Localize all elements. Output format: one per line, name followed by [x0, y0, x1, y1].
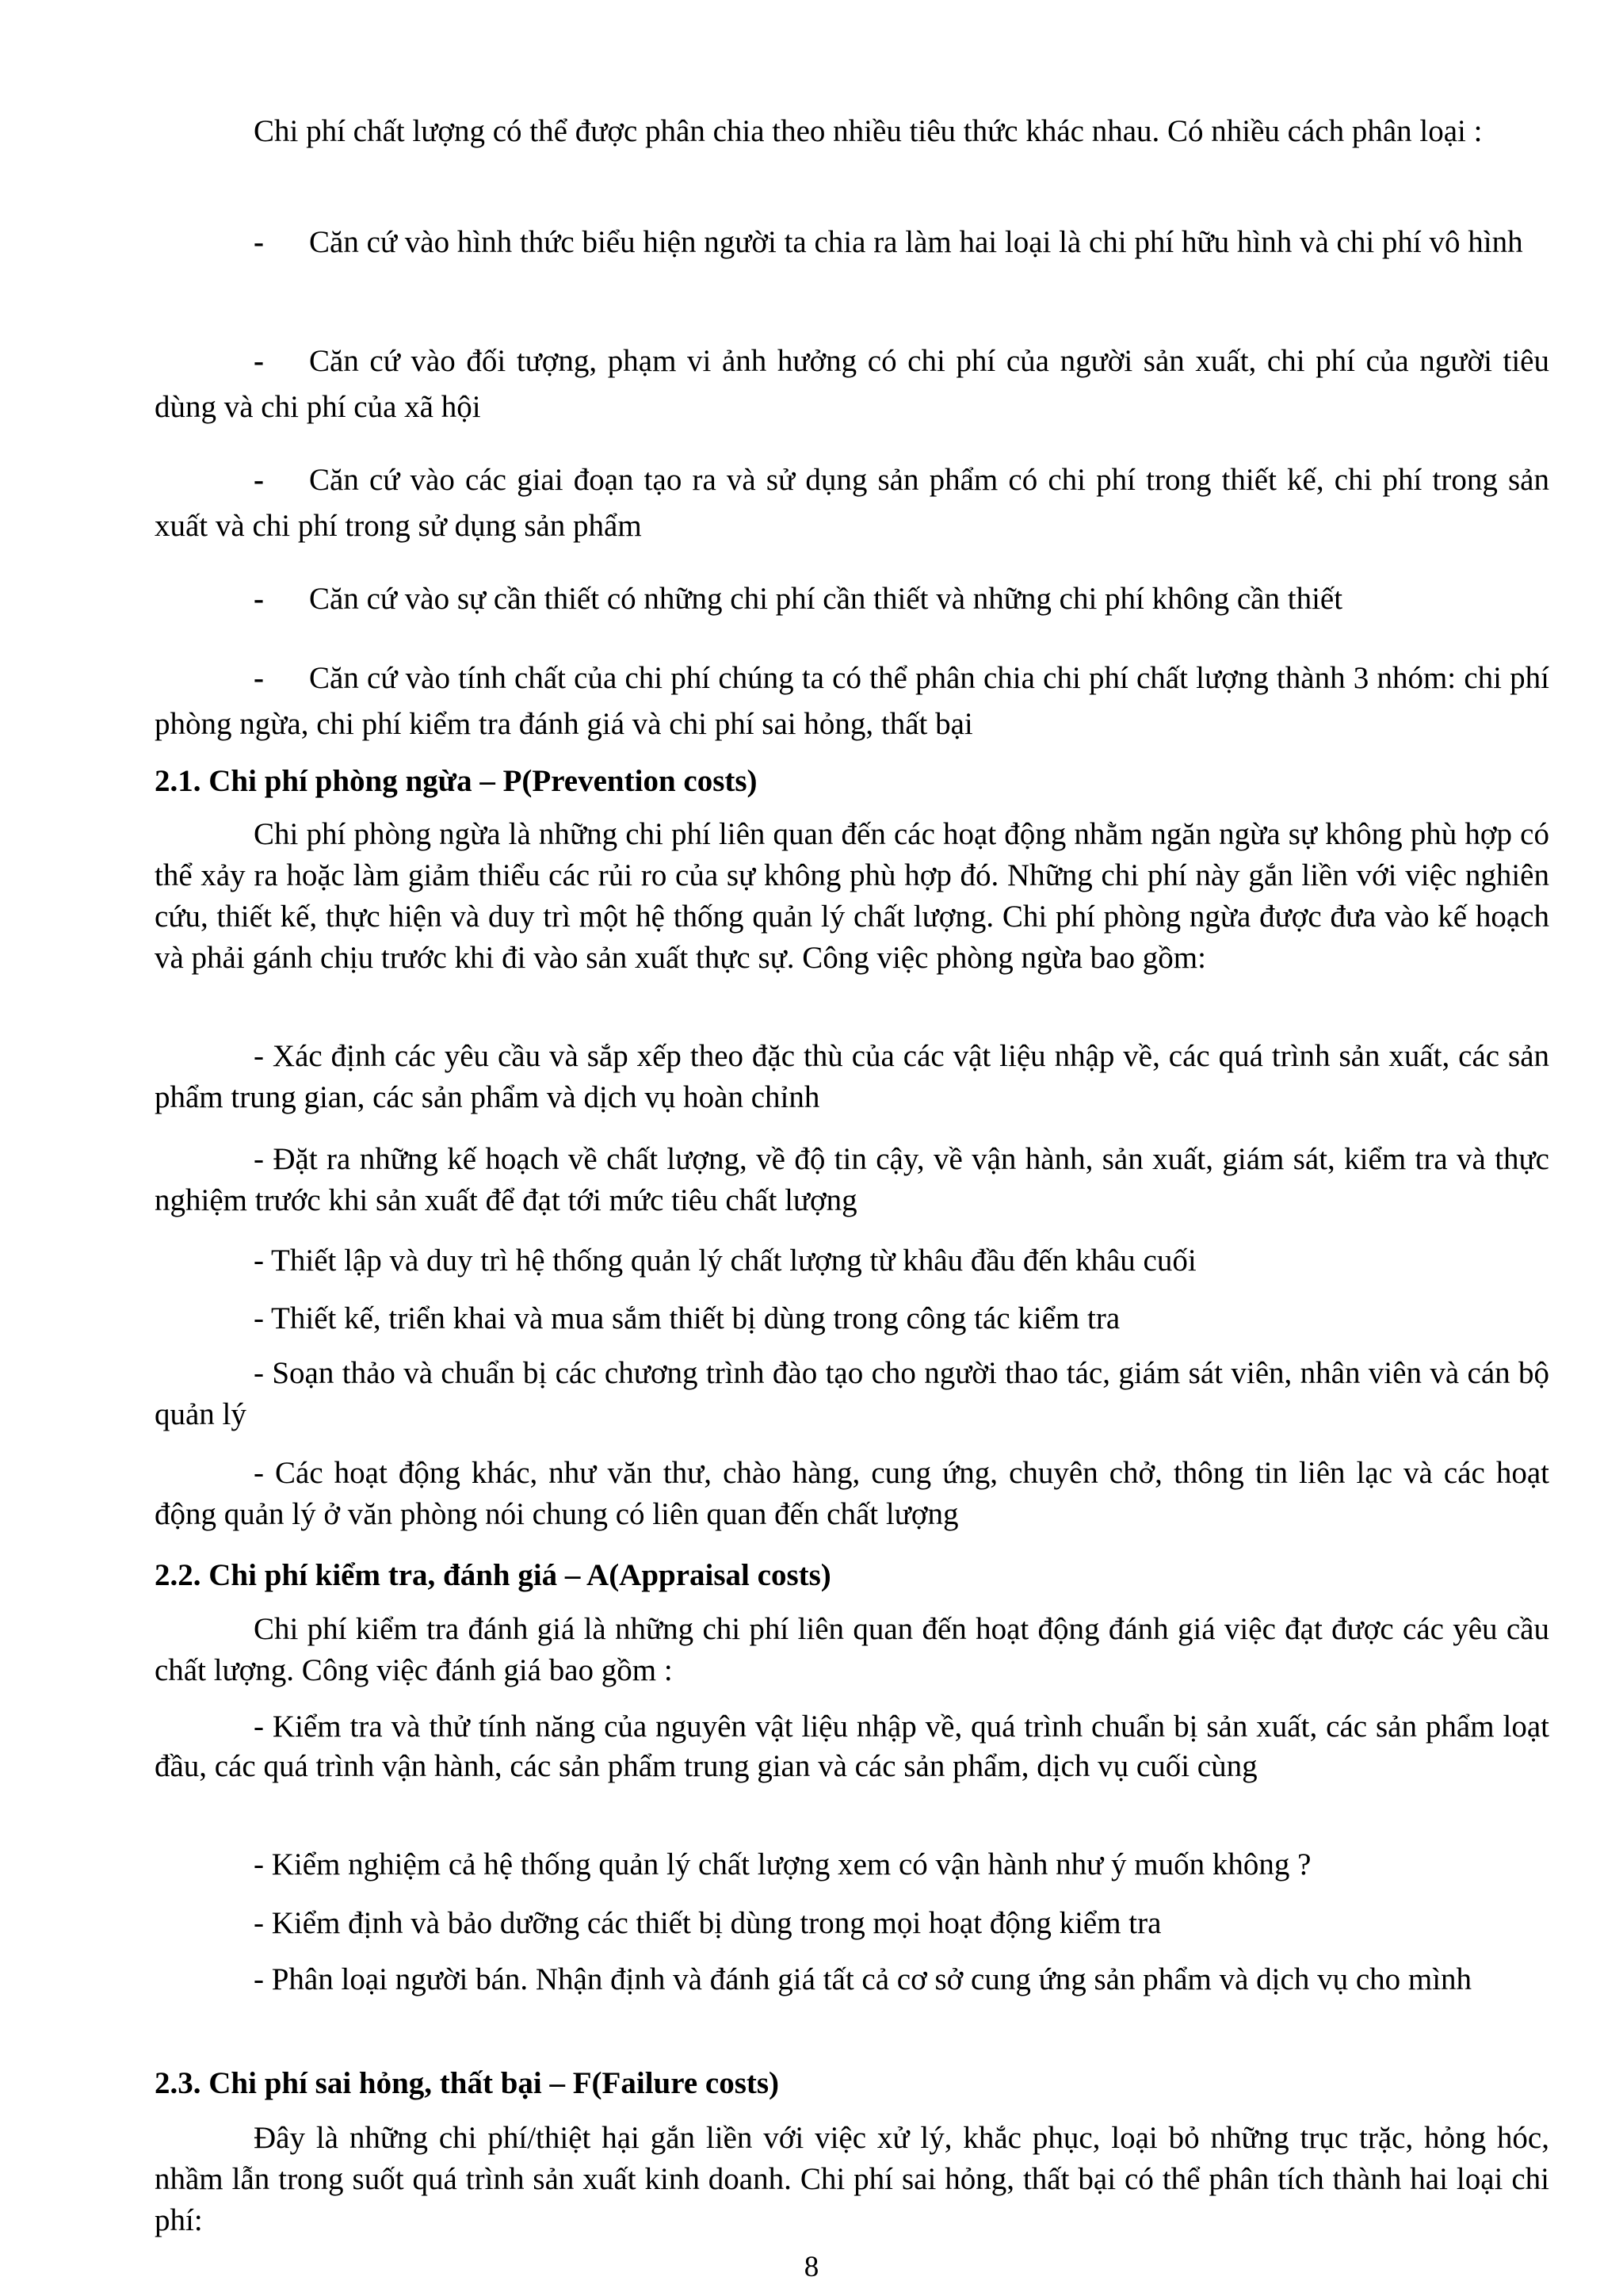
- section-heading-failure: 2.3. Chi phí sai hỏng, thất bại – F(Failure costs): [155, 2066, 780, 2100]
- prevention-item-4: - Thiết kế, triển khai và mua sắm thiết bị dùng trong công tác kiểm tra: [254, 1301, 1121, 1335]
- dash-marker: -: [254, 463, 264, 497]
- section-heading-prevention: 2.1. Chi phí phòng ngừa – P(Prevention costs): [155, 764, 758, 798]
- appraisal-item-4: - Phân loại người bán. Nhận định và đánh giá tất cả cơ sở cung ứng sản phẩm và dịch vụ cho mình: [254, 1962, 1472, 1996]
- dash-marker: -: [254, 661, 264, 695]
- failure-paragraph: Đây là những chi phí/thiệt hại gắn liền với việc xử lý, khắc phục, loại bỏ những trục trặc, hỏng hóc, nhầm lẫn trong suốt quá trình sản xuất kinh doanh. Chi phí sai hỏng, thất bại có thể phân tích thành hai loại chi phí:: [155, 2121, 1549, 2237]
- appraisal-item-1: - Kiểm tra và thử tính năng của nguyên vật liệu nhập về, quá trình chuẩn bị sản xuất, các sản phẩm loạt đầu, các quá trình vận hành, các sản phẩm trung gian và các sản phẩm, dịch vụ cuối cùng: [155, 1710, 1549, 1783]
- prevention-item-1: - Xác định các yêu cầu và sắp xếp theo đặc thù của các vật liệu nhập về, các quá trình sản xuất, các sản phẩm trung gian, các sản phẩm và dịch vụ hoàn chỉnh: [155, 1039, 1549, 1114]
- intro-paragraph: Chi phí chất lượng có thể được phân chia theo nhiều tiêu thức khác nhau. Có nhiều cách phân loại :: [254, 114, 1483, 148]
- appraisal-item-2: - Kiểm nghiệm cả hệ thống quản lý chất lượng xem có vận hành như ý muốn không ?: [254, 1847, 1312, 1881]
- dash-marker: -: [254, 582, 264, 616]
- section-heading-appraisal: 2.2. Chi phí kiểm tra, đánh giá – A(Appraisal costs): [155, 1558, 831, 1592]
- classify-item-1: - Căn cứ vào hình thức biểu hiện người ta chia ra làm hai loại là chi phí hữu hình và chi phí vô hình: [155, 220, 1549, 266]
- classify-item-2: - Căn cứ vào đối tượng, phạm vi ảnh hưởng có chi phí của người sản xuất, chi phí của người tiêu dùng và chi phí của xã hội: [155, 338, 1549, 430]
- appraisal-item-3: - Kiểm định và bảo dưỡng các thiết bị dùng trong mọi hoạt động kiểm tra: [254, 1906, 1162, 1940]
- dash-marker: -: [254, 344, 264, 378]
- classify-item-4: - Căn cứ vào sự cần thiết có những chi phí cần thiết và những chi phí không cần thiết: [155, 576, 1549, 622]
- classify-item-5: - Căn cứ vào tính chất của chi phí chúng ta có thể phân chia chi phí chất lượng thành 3 nhóm: chi phí phòng ngừa, chi phí kiểm tra đánh giá và chi phí sai hỏng, thất bại: [155, 655, 1549, 747]
- prevention-item-3: - Thiết lập và duy trì hệ thống quản lý chất lượng từ khâu đầu đến khâu cuối: [254, 1244, 1197, 1278]
- prevention-paragraph: Chi phí phòng ngừa là những chi phí liên quan đến các hoạt động nhằm ngăn ngừa sự không phù hợp có thể xảy ra hoặc làm giảm thiểu các rủi ro của sự không phù hợp đó. Những chi phí này gắn liền với việc nghiên cứu, thiết kế, thực hiện và duy trì một hệ thống quản lý chất lượng. Chi phí phòng ngừa được đưa vào kế hoạch và phải gánh chịu trước khi đi vào sản xuất thực sự. Công việc phòng ngừa bao gồm:: [155, 817, 1549, 975]
- prevention-item-2: - Đặt ra những kế hoạch về chất lượng, về độ tin cậy, về vận hành, sản xuất, giám sát, kiểm tra và thực nghiệm trước khi sản xuất để đạt tới mức tiêu chất lượng: [155, 1142, 1549, 1217]
- appraisal-paragraph: Chi phí kiểm tra đánh giá là những chi phí liên quan đến hoạt động đánh giá việc đạt được các yêu cầu chất lượng. Công việc đánh giá bao gồm :: [155, 1612, 1549, 1687]
- dash-marker: -: [254, 225, 264, 259]
- prevention-item-5: - Soạn thảo và chuẩn bị các chương trình đào tạo cho người thao tác, giám sát viên, nhân viên và cán bộ quản lý: [155, 1356, 1549, 1431]
- classify-item-3: - Căn cứ vào các giai đoạn tạo ra và sử dụng sản phẩm có chi phí trong thiết kế, chi phí trong sản xuất và chi phí trong sử dụng sản phẩm: [155, 457, 1549, 549]
- page-number: 8: [804, 2251, 819, 2283]
- prevention-item-6: - Các hoạt động khác, như văn thư, chào hàng, cung ứng, chuyên chở, thông tin liên lạc và các hoạt động quản lý ở văn phòng nói chung có liên quan đến chất lượng: [155, 1456, 1549, 1531]
